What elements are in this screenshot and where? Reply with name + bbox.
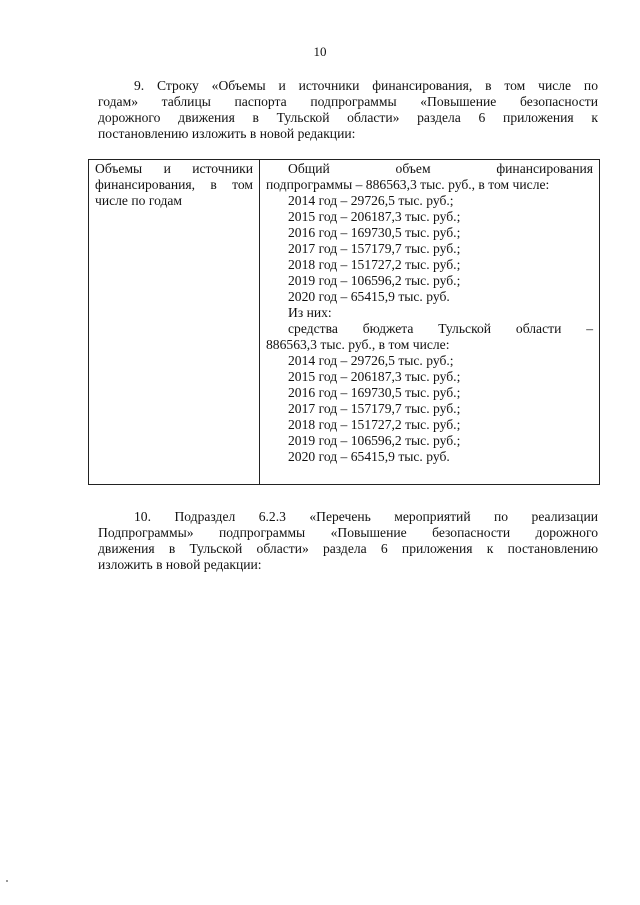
year-line: 2014 год – 29726,5 тыс. руб.; bbox=[288, 193, 454, 208]
year-line: 2018 год – 151727,2 тыс. руб.; bbox=[288, 417, 461, 432]
paragraph-line: 9. Строку «Объемы и источники финансирования, в том числе по bbox=[134, 78, 598, 93]
year-line: 2020 год – 65415,9 тыс. руб. bbox=[288, 289, 450, 304]
cell-line: финансирования, в том bbox=[95, 177, 253, 192]
paragraph-line: годам» таблицы паспорта подпрограммы «Повышение безопасности bbox=[98, 94, 598, 109]
paragraph-line: 10. Подраздел 6.2.3 «Перечень мероприятий по реализации bbox=[134, 509, 598, 524]
financing-table bbox=[88, 159, 600, 485]
table-cell-label bbox=[89, 160, 260, 485]
table-row bbox=[89, 160, 600, 485]
year-line: 2019 год – 106596,2 тыс. руб.; bbox=[288, 273, 461, 288]
of-them-line: Из них: bbox=[288, 305, 332, 320]
year-line: 2017 год – 157179,7 тыс. руб.; bbox=[288, 241, 461, 256]
year-line: 2015 год – 206187,3 тыс. руб.; bbox=[288, 209, 461, 224]
year-line: 2020 год – 65415,9 тыс. руб. bbox=[288, 449, 450, 464]
paragraph-item-9 bbox=[98, 78, 598, 142]
table-cell-value bbox=[260, 160, 600, 485]
paragraph-line: движения в Тульской области» раздела 6 приложения к постановлению bbox=[98, 541, 598, 556]
cell-line: числе по годам bbox=[95, 193, 183, 208]
paragraph-line: Подпрограммы» подпрограммы «Повышение безопасности дорожного bbox=[98, 525, 598, 540]
paragraph-line: изложить в новой редакции: bbox=[98, 557, 262, 572]
paragraph-line: постановлению изложить в новой редакции: bbox=[98, 126, 356, 141]
year-line: 2018 год – 151727,2 тыс. руб.; bbox=[288, 257, 461, 272]
cell-line: подпрограммы – 886563,3 тыс. руб., в том числе: bbox=[266, 177, 550, 192]
year-line: 2016 год – 169730,5 тыс. руб.; bbox=[288, 225, 461, 240]
scan-speck bbox=[6, 880, 8, 882]
cell-line: средства бюджета Тульской области – bbox=[288, 321, 593, 336]
year-line: 2015 год – 206187,3 тыс. руб.; bbox=[288, 369, 461, 384]
year-line: 2019 год – 106596,2 тыс. руб.; bbox=[288, 433, 461, 448]
year-line: 2016 год – 169730,5 тыс. руб.; bbox=[288, 385, 461, 400]
year-line: 2014 год – 29726,5 тыс. руб.; bbox=[288, 353, 454, 368]
year-line: 2017 год – 157179,7 тыс. руб.; bbox=[288, 401, 461, 416]
cell-line: 886563,3 тыс. руб., в том числе: bbox=[266, 337, 450, 352]
paragraph-item-10 bbox=[98, 509, 598, 573]
cell-line: Общий объем финансирования bbox=[288, 161, 593, 176]
cell-line: Объемы и источники bbox=[95, 161, 253, 176]
page-number: 10 bbox=[313, 44, 327, 59]
paragraph-line: дорожного движения в Тульской области» раздела 6 приложения к bbox=[98, 110, 598, 125]
